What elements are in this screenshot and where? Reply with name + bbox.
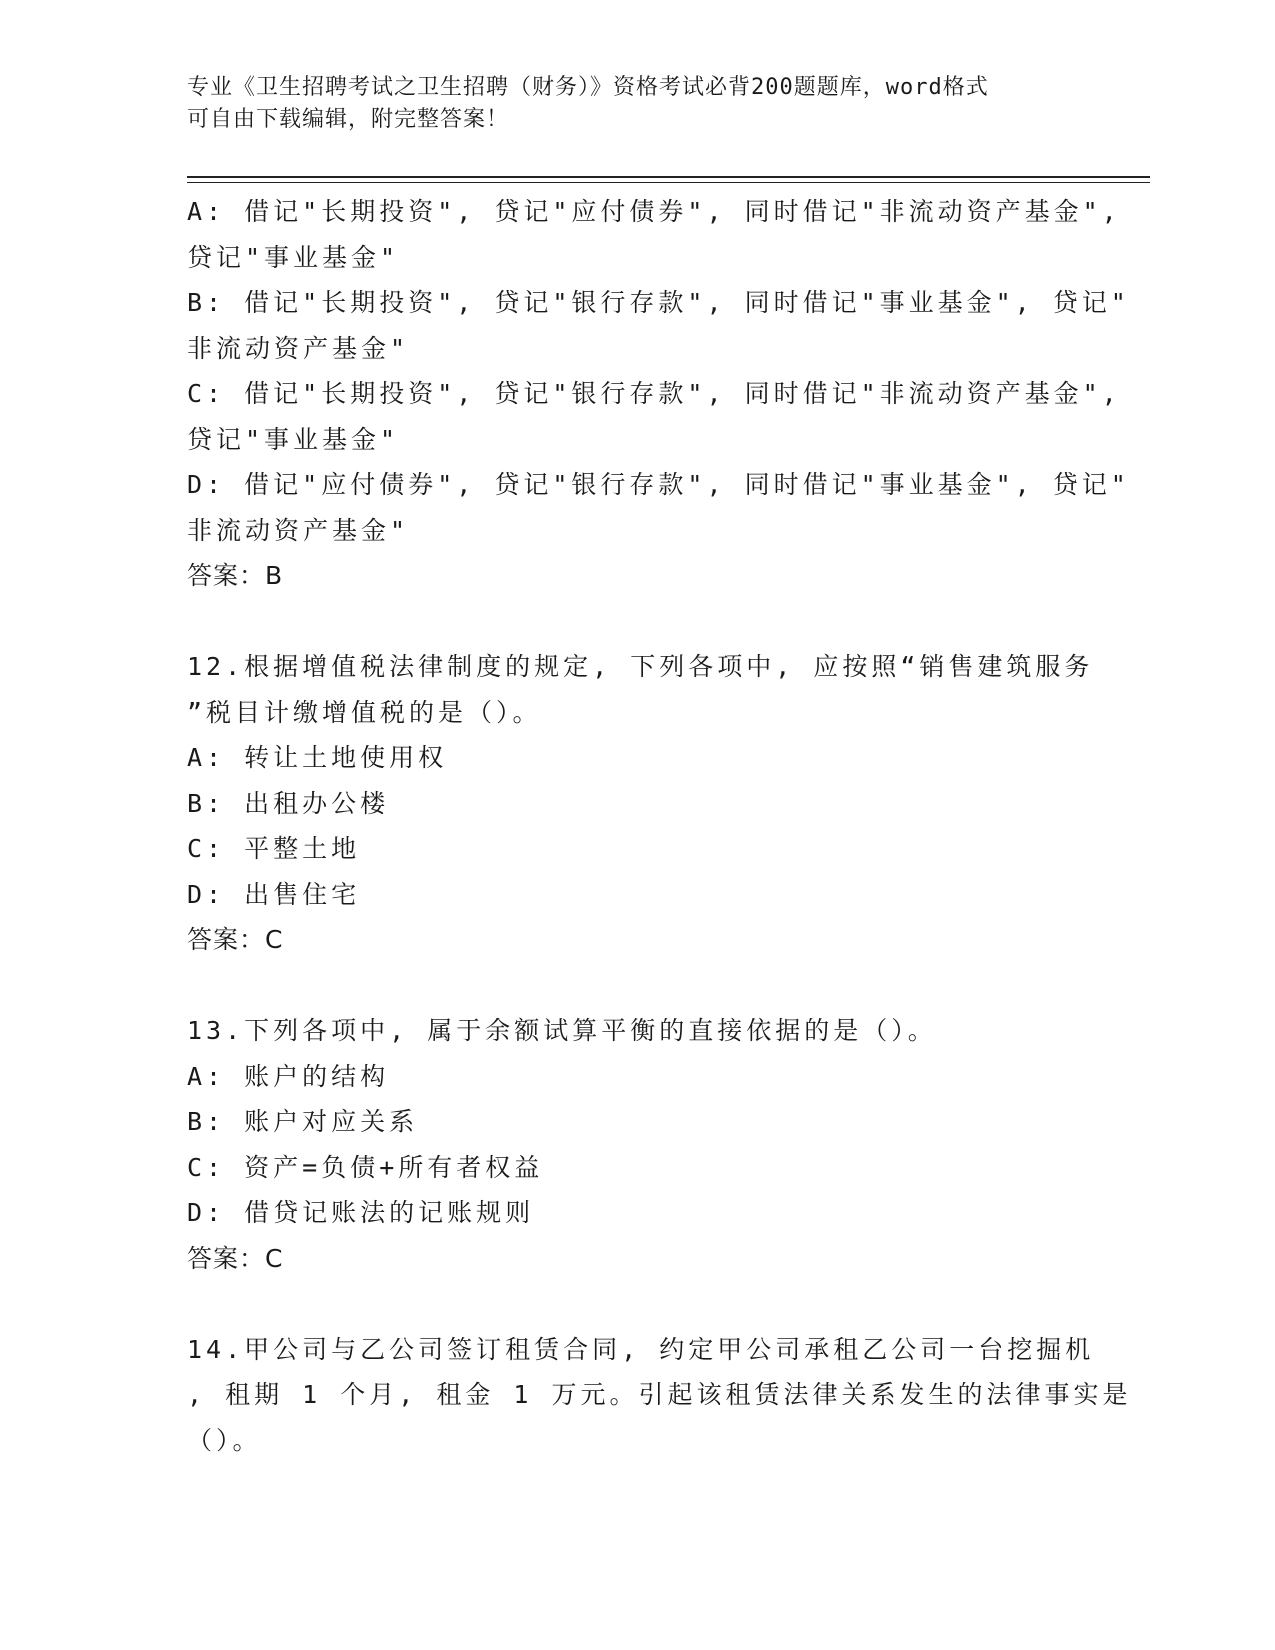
question-12 — [187, 644, 1094, 963]
option-d-line-1: D: 借记"应付债券", 贷记"银行存款", 同时借记"事业基金", 贷记" — [187, 470, 1130, 499]
option-d-line-2: 非流动资产基金" — [187, 515, 410, 545]
question-stem-line-2: , 租期 1 个月, 租金 1 万元。引起该租赁法律关系发生的法律事实是 — [187, 1380, 1132, 1409]
question-spacer — [187, 1281, 1087, 1327]
header-divider-thick — [187, 176, 1150, 178]
option-b: B: 账户对应关系 — [187, 1107, 419, 1136]
answer-text: 答案：B — [187, 561, 284, 590]
document-header — [187, 72, 1067, 136]
option-a-line-2: 贷记"事业基金" — [187, 242, 400, 272]
option-a: A: 转让土地使用权 — [187, 743, 448, 772]
header-line-2: 可自由下载编辑，附完整答案！ — [187, 107, 510, 132]
question-spacer — [187, 599, 1087, 645]
option-d: D: 出售住宅 — [187, 879, 361, 909]
option-c-line-1: C: 借记"长期投资", 贷记"银行存款", 同时借记"非流动资产基金", — [187, 379, 1121, 408]
question-14 — [187, 1327, 1132, 1464]
question-stem-line-3: （）。 — [187, 1425, 262, 1455]
question-stem-line-1: 12.根据增值税法律制度的规定, 下列各项中, 应按照“销售建筑服务 — [187, 652, 1094, 681]
option-c: C: 资产=负债+所有者权益 — [187, 1152, 544, 1182]
header-divider-thin — [187, 182, 1150, 183]
question-stem-line-2: ”税目计缴增值税的是（）。 — [187, 697, 542, 727]
option-b-line-1: B: 借记"长期投资", 贷记"银行存款", 同时借记"事业基金", 贷记" — [187, 288, 1130, 317]
question-list — [187, 189, 1132, 1463]
option-d: D: 借贷记账法的记账规则 — [187, 1198, 535, 1227]
question-11 — [187, 189, 1130, 599]
option-a-line-1: A: 借记"长期投资", 贷记"应付债券", 同时借记"非流动资产基金", — [187, 197, 1121, 226]
answer-text: 答案：C — [187, 1243, 284, 1273]
header-line-1: 专业《卫生招聘考试之卫生招聘（财务）》资格考试必背200题题库，word格式 — [187, 75, 989, 100]
option-b-line-2: 非流动资产基金" — [187, 333, 410, 363]
question-spacer — [187, 963, 1087, 1009]
question-stem-line-1: 13.下列各项中, 属于余额试算平衡的直接依据的是（）。 — [187, 1016, 937, 1045]
option-b: B: 出租办公楼 — [187, 788, 390, 818]
option-c-line-2: 贷记"事业基金" — [187, 424, 400, 454]
option-a: A: 账户的结构 — [187, 1061, 390, 1091]
question-13 — [187, 1008, 1087, 1281]
answer-text: 答案：C — [187, 925, 284, 954]
question-stem-line-1: 14.甲公司与乙公司签订租赁合同, 约定甲公司承租乙公司一台挖掘机 — [187, 1334, 1095, 1364]
option-c: C: 平整土地 — [187, 834, 361, 863]
